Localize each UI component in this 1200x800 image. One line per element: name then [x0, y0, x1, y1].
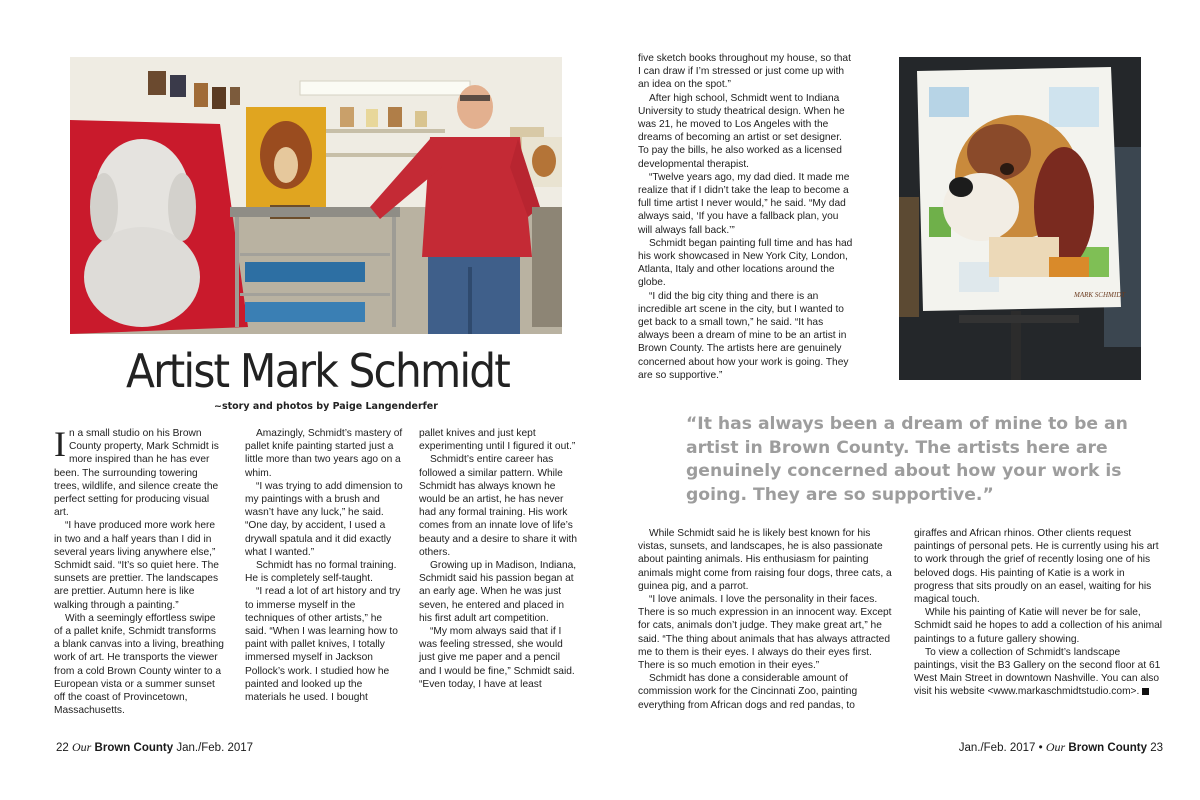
beagle-painting-illustration: [899, 57, 1141, 380]
paragraph: In a small studio on his Brown County property, Mark Schmidt is more inspired than he has ever been. The surrounding towering trees, wildlife, and silence create the perfect setting for producing visual art.: [54, 424, 219, 519]
paragraph: “I have produced more work here in two and a half years than I did in several years living anywhere else,” Schmidt said. “It’s so quiet here. The sunsets are prettier. The landscapes are prettier. Autumn here is like walking through a painting.”: [54, 520, 219, 611]
publication-name: Brown County: [94, 742, 174, 754]
paragraph: five sketch books throughout my house, so that I can draw if I’m stressed or just come up with an idea on the spot.”: [638, 53, 851, 91]
body-column-3: [419, 427, 579, 691]
end-of-story-mark: [1142, 688, 1149, 695]
body-column-5: [638, 527, 893, 712]
studio-photo: [70, 57, 562, 334]
paragraph: Schmidt has done a considerable amount of commission work for the Cincinnati Zoo, painting everything from African dogs and red pandas, to: [638, 673, 858, 711]
body-column-6: [914, 527, 1164, 699]
folio-right: Jan./Feb. 2017 • Our Brown County 23: [958, 740, 1163, 754]
paragraph: Schmidt’s entire career has followed a similar pattern. While Schmidt has always known he would be an artist, he has never had any formal training. His work comes from an innate love of life’s beauty and a desire to share it with others.: [419, 454, 578, 558]
paragraph: To view a collection of Schmidt’s landscape paintings, visit the B3 Gallery on the second floor at 61 West Main Street in downtown Nashville. You can also visit his website <www.markaschmidtstudio.com>.: [914, 646, 1161, 698]
body-column-2: [245, 427, 405, 704]
page-number: 23: [1150, 742, 1163, 754]
paragraph: Amazingly, Schmidt’s mastery of pallet knife painting started just a little more than two years ago on a whim.: [245, 428, 403, 479]
beagle-painting-photo: [899, 57, 1141, 380]
article-title: Artist Mark Schmidt: [126, 344, 510, 398]
paragraph: pallet knives and just kept experimenting until I figured it out.”: [419, 428, 576, 453]
body-column-4: [638, 52, 853, 382]
paragraph: “I did the big city thing and there is an incredible art scene in the city, but I wanted to get back to a small town,” he said. “It has always been a dream of mine to be an artist in Brown County. The artists here are genuinely concerned about how your work is going. They are so supportive.”: [638, 290, 849, 381]
page-number: 22: [56, 742, 69, 754]
paragraph: giraffes and African rhinos. Other clients request paintings of personal pets. He is currently using his art to work through the grief of recently losing one of his beloved dogs. His painting of Katie is a work in progress that sits proudly on an easel, waiting for his magical touch.: [914, 528, 1159, 606]
paragraph: Schmidt began painting full time and has had his work showcased in New York City, London, Atlanta, Italy and other locations around the globe.: [638, 237, 853, 289]
paragraph: Growing up in Madison, Indiana, Schmidt said his passion began at an early age. When he was just seven, he entered and placed in his first adult art competition.: [419, 560, 577, 624]
publication-name: Brown County: [1068, 742, 1147, 754]
byline: ~story and photos by Paige Langenderfer: [214, 401, 438, 412]
publication-script-word: Our: [1045, 740, 1066, 754]
paragraph: “I was trying to add dimension to my paintings with a brush and wasn’t have any luck,” he said. “One day, by accident, I used a drywall spatula and it did exactly what I wanted.”: [245, 480, 403, 558]
paragraph: “I read a lot of art history and try to immerse myself in the techniques of other artists,” he said. “When I was learning how to paint with pallet knives, I totally immersed myself in Jackson Pollock’s work. I studied how he painted and looked up the materials he used. I bought: [245, 586, 401, 704]
paragraph: With a seemingly effortless swipe of a pallet knife, Schmidt transforms a blank canvas into a living, breathing work of art. He transports the viewer from a cold Brown County winter to a European vista or a summer sunset off the coast of Provincetown, Massachusetts.: [54, 612, 224, 717]
paragraph: While Schmidt said he is likely best known for his vistas, sunsets, and landscapes, he is also passionate about painting animals. His enthusiasm for painting animals might come from raising four dogs, three cats, a guinea pig, and a parrot.: [638, 528, 892, 592]
right-page: [600, 0, 1200, 800]
paragraph: “I love animals. I love the personality in their faces. There is so much expression in an innocent way. Except for cats, animals don’t judge. They make great art,” he said. “The thing about animals that has always attracted me to them is their eyes. I always do their eyes first. There is so much emotion in their eyes.”: [638, 594, 892, 672]
painting-signature: MARK SCHMIDT: [1074, 291, 1126, 299]
drop-cap: I: [54, 424, 66, 464]
issue-date: Jan./Feb. 2017: [176, 742, 254, 754]
folio-left: [56, 740, 253, 755]
studio-scene-illustration: [70, 57, 562, 334]
paragraph: While his painting of Katie will never be for sale, Schmidt said he hopes to add a collection of his animal paintings to a future gallery showing.: [914, 607, 1163, 645]
publication-script-word: Our: [72, 740, 92, 754]
paragraph: After high school, Schmidt went to Indiana University to study theatrical design. When he was 21, he moved to Los Angeles with the dreams of becoming an artist or set designer. To pay the bills, he also worked as a licensed developmental therapist.: [638, 92, 845, 170]
paragraph: “My mom always said that if I was feeling stressed, she would just give me paper and a pencil and I would be fine,” Schmidt said. “Even today, I have at least: [419, 626, 575, 690]
paragraph: “Twelve years ago, my dad died. It made me realize that if I didn’t take the leap to become a full time artist I never would,” he said. “My dad always said, ‘If you have a fallback plan, you will always fall back.’”: [638, 171, 850, 236]
issue-date: Jan./Feb. 2017: [958, 742, 1036, 754]
paragraph: Schmidt has no formal training. He is completely self-taught.: [245, 560, 397, 585]
pull-quote: “It has always been a dream of mine to be an artist in Brown County. The artists here are genuinely concerned about how your work is going. They are so supportive.”: [686, 414, 1128, 505]
body-column-1: [54, 424, 224, 717]
